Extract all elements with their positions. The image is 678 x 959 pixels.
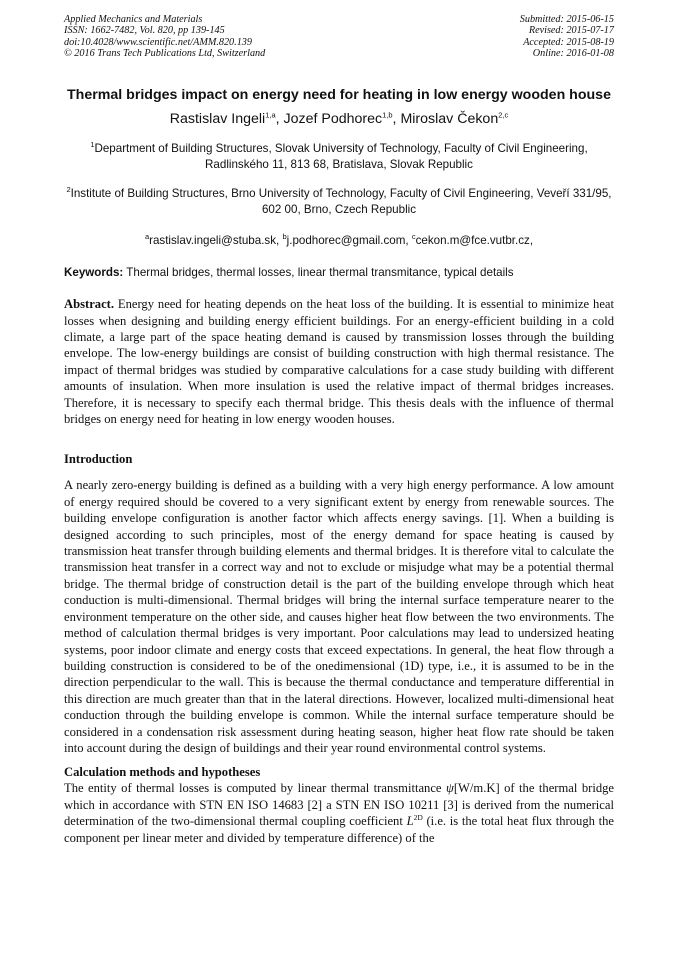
date-revised: Revised: 2015-07-17 bbox=[528, 25, 614, 37]
publication-dates bbox=[520, 14, 614, 59]
calc-text-2: of the thermal bridge which in accordance with STN EN ISO 14683 [2] a STN EN ISO 10211 [3] is derived from the numerical determination of the two-dimensional thermal coupling coefficient bbox=[64, 781, 614, 829]
abstract bbox=[64, 296, 614, 427]
journal-name: Applied Mechanics and Materials bbox=[64, 14, 203, 25]
affiliation-sup: 2 bbox=[66, 185, 71, 195]
calculation-heading: Calculation methods and hypotheses bbox=[64, 765, 261, 780]
introduction-heading: Introduction bbox=[64, 452, 133, 467]
affiliation-2 bbox=[64, 186, 614, 218]
date-submitted: Submitted: 2015-06-15 bbox=[519, 14, 614, 25]
journal-issn: ISSN: 1662-7482, Vol. 820, pp 139-145 bbox=[64, 25, 225, 37]
psi-unit: [W/m.K] bbox=[453, 781, 500, 796]
email-link[interactable]: j.podhorec@gmail.com, bbox=[286, 234, 409, 248]
abstract-label: Abstract. bbox=[64, 297, 115, 312]
author-sup: 1,b bbox=[382, 110, 393, 120]
journal-doi: doi:10.4028/www.scientific.net/AMM.820.139 bbox=[64, 36, 252, 48]
affiliation-text: Institute of Building Structures, Brno University of Technology, Faculty of Civil Engineering, Veveří 331/95, 602 00, Brno, Czech Republic bbox=[70, 187, 612, 217]
coupling-coefficient: L bbox=[406, 814, 414, 829]
abstract-text: Energy need for heating depends on the heat loss of the building. It is essential to minimize heat losses when designing and building energy efficient buildings. For an energy-efficient building in a cold climate, a large part of the space heating demand is caused by transmission losses through the building envelope. The low-energy buildings are consist of building construction with high thermal resistance. The impact of thermal bridges was studied by comparative calculations for a case study building with different amounts of insulation. When more insulation is used the relative impact of thermal bridges increases. Therefore, it is necessary to specify each thermal bridge. This thesis deals with the influence of thermal bridges on energy need for heating in low energy wooden houses. bbox=[64, 297, 614, 427]
author-list: Rastislav Ingeli$^{1,a}$, Jozef Podhorec$^{1,b}$, Miroslav Čekon$^{2,c}$ bbox=[169, 110, 509, 128]
coupling-coefficient-sup: 2D bbox=[413, 812, 423, 822]
psi-symbol: ψ bbox=[446, 781, 454, 796]
calculation-paragraph bbox=[64, 780, 614, 846]
date-accepted: Accepted: 2015-08-19 bbox=[523, 36, 614, 48]
introduction-paragraph: A nearly zero-energy building is defined as a building with a very high energy performance. A low amount of energy required should be covered to a very significant extent by energy from renewable sources. The building envelope configuration is another factor which affects energy savings. [1]. When a building is designed according to such principles, most of the energy demand for space heating is caused by transmission heat transfer through building elements and thermal bridges. It is therefore vital to calculate the transmission heat transfer in a correct way and not to exclude or misjudge what may be a potential thermal bridge. The thermal bridge of construction detail is the part of the building envelope through which heat conduction is multi-dimensional. Thermal bridges will bring the internal surface temperature nearer to the environment temperature on the other side, and causes higher heat flow between the two environments. The method of calculation thermal bridges is very important. Poor calculations may lead to undersized heating systems, poor indoor climate and energy costs that exceed expectations. In general, the heat flow through a building construction is considered to be of the onedimensional (1D) type, i.e., it is assumed to be in the direction perpendicular to the wall. This is because the thermal conductance and temperature differential in this direction are much greater than that in the lateral directions. However, localized multi-dimensional heat conduction through the building envelope is common. While the internal surface temperature should be considered in a condensation risk assessment during heating season, higher heat flow rate should be taken into account during the design of buildings and their year round environmental control systems. bbox=[64, 478, 614, 755]
keywords-text: Thermal bridges, thermal losses, linear thermal transmitance, typical details bbox=[126, 266, 514, 280]
paper-page bbox=[64, 14, 614, 846]
journal-copyright: © 2016 Trans Tech Publications Ltd, Switzerland bbox=[64, 47, 266, 59]
author-sup: 1,a bbox=[265, 110, 276, 120]
author-name: Rastislav Ingeli bbox=[169, 111, 266, 128]
author-sup: 2,c bbox=[498, 110, 509, 120]
author-name: Jozef Podhorec bbox=[283, 111, 383, 128]
journal-header bbox=[64, 14, 614, 59]
email-link[interactable]: cekon.m@fce.vutbr.cz, bbox=[415, 234, 534, 248]
calc-text-3: (i.e. is the total heat flux through the component per linear meter and divided by temperature difference) of the bbox=[64, 814, 615, 845]
author-name: Miroslav Čekon bbox=[400, 111, 499, 128]
email-link[interactable]: rastislav.ingeli@stuba.sk, bbox=[149, 234, 280, 248]
paper-title: Thermal bridges impact on energy need for heating in low energy wooden house bbox=[67, 87, 611, 104]
journal-info bbox=[64, 14, 265, 59]
author-emails bbox=[64, 233, 614, 249]
email-sup: a bbox=[144, 232, 150, 242]
affiliation-1 bbox=[64, 141, 614, 173]
affiliation-sup: 1 bbox=[90, 140, 95, 150]
date-online: Online: 2016-01-08 bbox=[532, 47, 614, 59]
keywords-label: Keywords: bbox=[64, 266, 124, 280]
affiliation-text: Department of Building Structures, Slovak University of Technology, Faculty of Civil Engineering, Radlinského 11, 813 68, Bratislava, Slovak Republic bbox=[94, 142, 588, 172]
keywords bbox=[64, 265, 614, 281]
calc-text-1: The entity of thermal losses is computed by linear thermal transmittance bbox=[64, 781, 442, 796]
email-sup: c bbox=[411, 232, 416, 242]
email-sup: b bbox=[282, 232, 287, 242]
